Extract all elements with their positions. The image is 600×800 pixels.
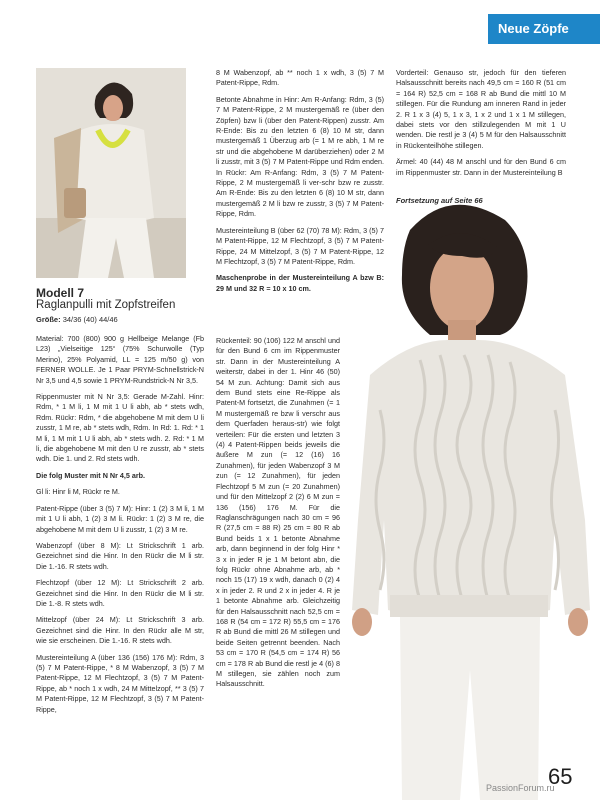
betonte-abnahme-paragraph: Betonte Abnahme in Hinr: Am R-Anfang: Rdm, 3 (5) 7 M Patent-Rippe, 2 M mustergemäß re (über den Zöpfen) bzw li (über den Patent-Rippen) zusstr. Am R-Ende: Bis zu den letzten 6 (8) 10 M str, dann mustergemäß 1 Überzug arb (= 1 M re abh, 1 M re str und die abgehobene M darüberziehen) oder 2 M li zusstr, mit 3 (5) 7 M Patent-Rippe und Rdm enden. In Rückr: Am R-Anfang: Rdm, 3 (5) 7 M Patent-Rippe, 2 M mustergemäß li ver-schr bzw re zusstr. Am R-Ende: Bis zu den letzten 6 (8) 10 M str, dann mustergemäß 2 M li bzw re zusstr, 3 (5) 7 M Patent-Rippe, Rdm.	[216, 94, 384, 219]
einteilung-a-continued: 8 M Wabenzopf, ab ** noch 1 x wdh, 3 (5) 7 M Patent-Rippe, Rdm.	[216, 68, 384, 88]
page-number: 65	[548, 764, 573, 789]
patent-rippe-paragraph: Patent-Rippe (über 3 (5) 7 M): Hinr: 1 (2) 3 M li, 1 M mit 1 U li abh, 1 (2) 3 M li. Rückr: 1 (2) 3 M re, die abgehobene M mit dem U li zusstr, 1 (2) 3 M re.	[36, 503, 204, 534]
maschenprobe-paragraph: Maschenprobe in der Mustereinteilung A bzw B: 29 M und 32 R = 10 x 10 cm.	[216, 273, 384, 293]
column-2-upper	[216, 68, 384, 300]
vorderteil-paragraph: Vorderteil: Genauso str, jedoch für den tieferen Halsausschnitt bereits nach 49,5 cm = 160 R (51 cm = 164 R) 52,5 cm = 168 R ab Bund die mittl 10 M stillegen. Für die Rundung am inneren Rand in jeder 2. R 1 x 3 (4) 5, 1 x 3, 1 x 2 und 1 x 1 M stillegen, dabei stets vor den stillzulegenden M mit 1 U wenden. Die restl je 3 (4) 5 M für den Halsausschnitt in Rückenteilhöhe stillegen.	[396, 68, 566, 150]
column-2-lower	[216, 336, 340, 696]
folg-muster-paragraph: Die folg Muster mit N Nr 4,5 arb.	[36, 470, 146, 480]
column-3	[396, 68, 566, 184]
size-values: 34/36 (40) 44/46	[62, 315, 118, 324]
model-photo-small	[36, 68, 186, 278]
wabenzopf-paragraph: Wabenzopf (über 8 M): Lt Strickschrift 1 arb. Gezeichnet sind die Hinr. In den Rückr die M li str. Die 1.-16. R stets wdh.	[36, 540, 204, 571]
material-paragraph: Material: 700 (800) 900 g Hellbeige Melange (Fb L23) „Vielseitige 125“ (75% Schurwolle (Typ Merino), 25% Polyamid, LL = 125 m/50 g) von FERNER WOLLE. Je 1 Paar PRYM-Schnellstrick-N Nr 3,5 und 4,5 sowie 1 PRYM-Rundstrick-N Nr 3,5.	[36, 334, 204, 385]
mittelzopf-paragraph: Mittelzopf (über 24 M): Lt Strickschrift 3 arb. Gezeichnet sind die Hinr. In den Rückr alle M str, wie sie erscheinen. Die 1.-16. R stets wdh.	[36, 615, 204, 646]
rippenmuster-paragraph: Rippenmuster mit N Nr 3,5: Gerade M-Zahl. Hinr: Rdm, * 1 M li, 1 M mit 1 U li abh, ab * stets wdh, Rdm. Rückr: Rdm, * die abgehobene M mit dem U li zusstr, 1 M re, ab * stets wdh, Rdm. In Rd: 1. Rd: * 1 M li, 1 M mit 1 U li abh, ab * stets wdh. 2. Rd: * 1 M li, die abgehobene M mit den U re zusstr, ab * stets wdh. Die 1. und 2. Rd stets wdh.	[36, 392, 204, 464]
mustereinteilung-b-paragraph: Mustereinteilung B (über 62 (70) 78 M): Rdm, 3 (5) 7 M Patent-Rippe, 12 M Flechtzopf, 3 (5) 7 M Patent-Rippe, 24 M Mittelzopf, 3 (5) 7 M Patent-Rippe, 12 M Flechtzopf, 3 (5) 7 M Patent-Rippe, Rdm.	[216, 225, 384, 266]
size-label: Größe:	[36, 315, 61, 324]
column-1	[36, 334, 204, 721]
continuation-note: Fortsetzung auf Seite 66	[396, 196, 483, 205]
section-tab: Neue Zöpfe	[488, 14, 600, 44]
model-title: Modell 7	[36, 286, 85, 300]
size-line	[36, 315, 118, 324]
rueckenteil-paragraph: Rückenteil: 90 (106) 122 M anschl und für den Bund 6 cm im Rippenmuster str. Dann in der Mustereinteilung A weiterstr, dabei in der 1. Hinr 46 (50) 54 M zun. Achtung: Damit sich aus dem Bund stets eine Re-Rippe als Patent-M fortsetzt, die Zunahmen (= 1 M mustergemäß re bzw li verschr aus dem Querfaden heraus-str) wie folgt verteilen: Für die ersten und letzten 3 (4) 4 Patent-Rippen beids jeweils die äußere M zun (= 12 (16) 16 Zunahmen), für jeden Wabenzopf 3 M zun (= 12 Zunahmen), für jeden Flechtzopf 5 M zun (= 20 Zunahmen) und für den Mittelzopf 2 (2) 6 M zun = 136 (156) 176 M. Für die Raglanschrägungen nach 30 cm = 96 R (27,5 cm = 88 R) 25 cm = 80 R ab Bund beids 1 x 1 betonte Abnahme arb, dann beginnend in der folg Hinr * 3 x in jeder R je 1 M betont abn, die folg Rückr ohne Abnahme arb, ab * noch 15 (17) 19 x wdh, danach 0 (2) 4 x in jeder 2. R und 2 x in jeder 4. R je 1 betonte Abnahme arb. Gleichzeitig für den Halsausschnitt nach 52,5 cm = 168 R (54 cm = 172 R) 55,5 cm = 176 R ab Bund die mittl 26 M stillegen und beide Seiten getrennt beenden. Nach 53 cm = 170 R (54,5 cm = 174 R) 56 cm = 178 R ab Bund die restl je 4 (6) 8 M stillegen, sie zählen noch zum Halsausschnitt.	[216, 336, 340, 689]
mustereinteilung-a-paragraph: Mustereinteilung A (über 136 (156) 176 M): Rdm, 3 (5) 7 M Patent-Rippe, * 8 M Wabenzopf, 3 (5) 7 M Patent-Rippe, 12 M Flechtzopf, 3 (5) 7 M Patent-Rippe, ab * noch 1 x wdh, 24 M Mittelzopf, ** 3 (5) 7 M Patent-Rippe, 12 M Flechtzopf, 3 (5) 7 M Patent-Rippe,	[36, 652, 204, 714]
flechtzopf-paragraph: Flechtzopf (über 12 M): Lt Strickschrift 2 arb. Gezeichnet sind die Hinr. In den Rückr die M li str. Die 1.-8. R stets wdh.	[36, 578, 204, 608]
watermark: PassionForum.ru	[486, 783, 555, 793]
model-subtitle: Raglanpulli mit Zopfstreifen	[36, 299, 176, 311]
glatt-links-paragraph: Gl li: Hinr li M, Rückr re M.	[36, 487, 120, 497]
aermel-paragraph: Ärmel: 40 (44) 48 M anschl und für den Bund 6 cm im Rippenmuster str. Dann in der Mustereinteilung B	[396, 157, 566, 177]
